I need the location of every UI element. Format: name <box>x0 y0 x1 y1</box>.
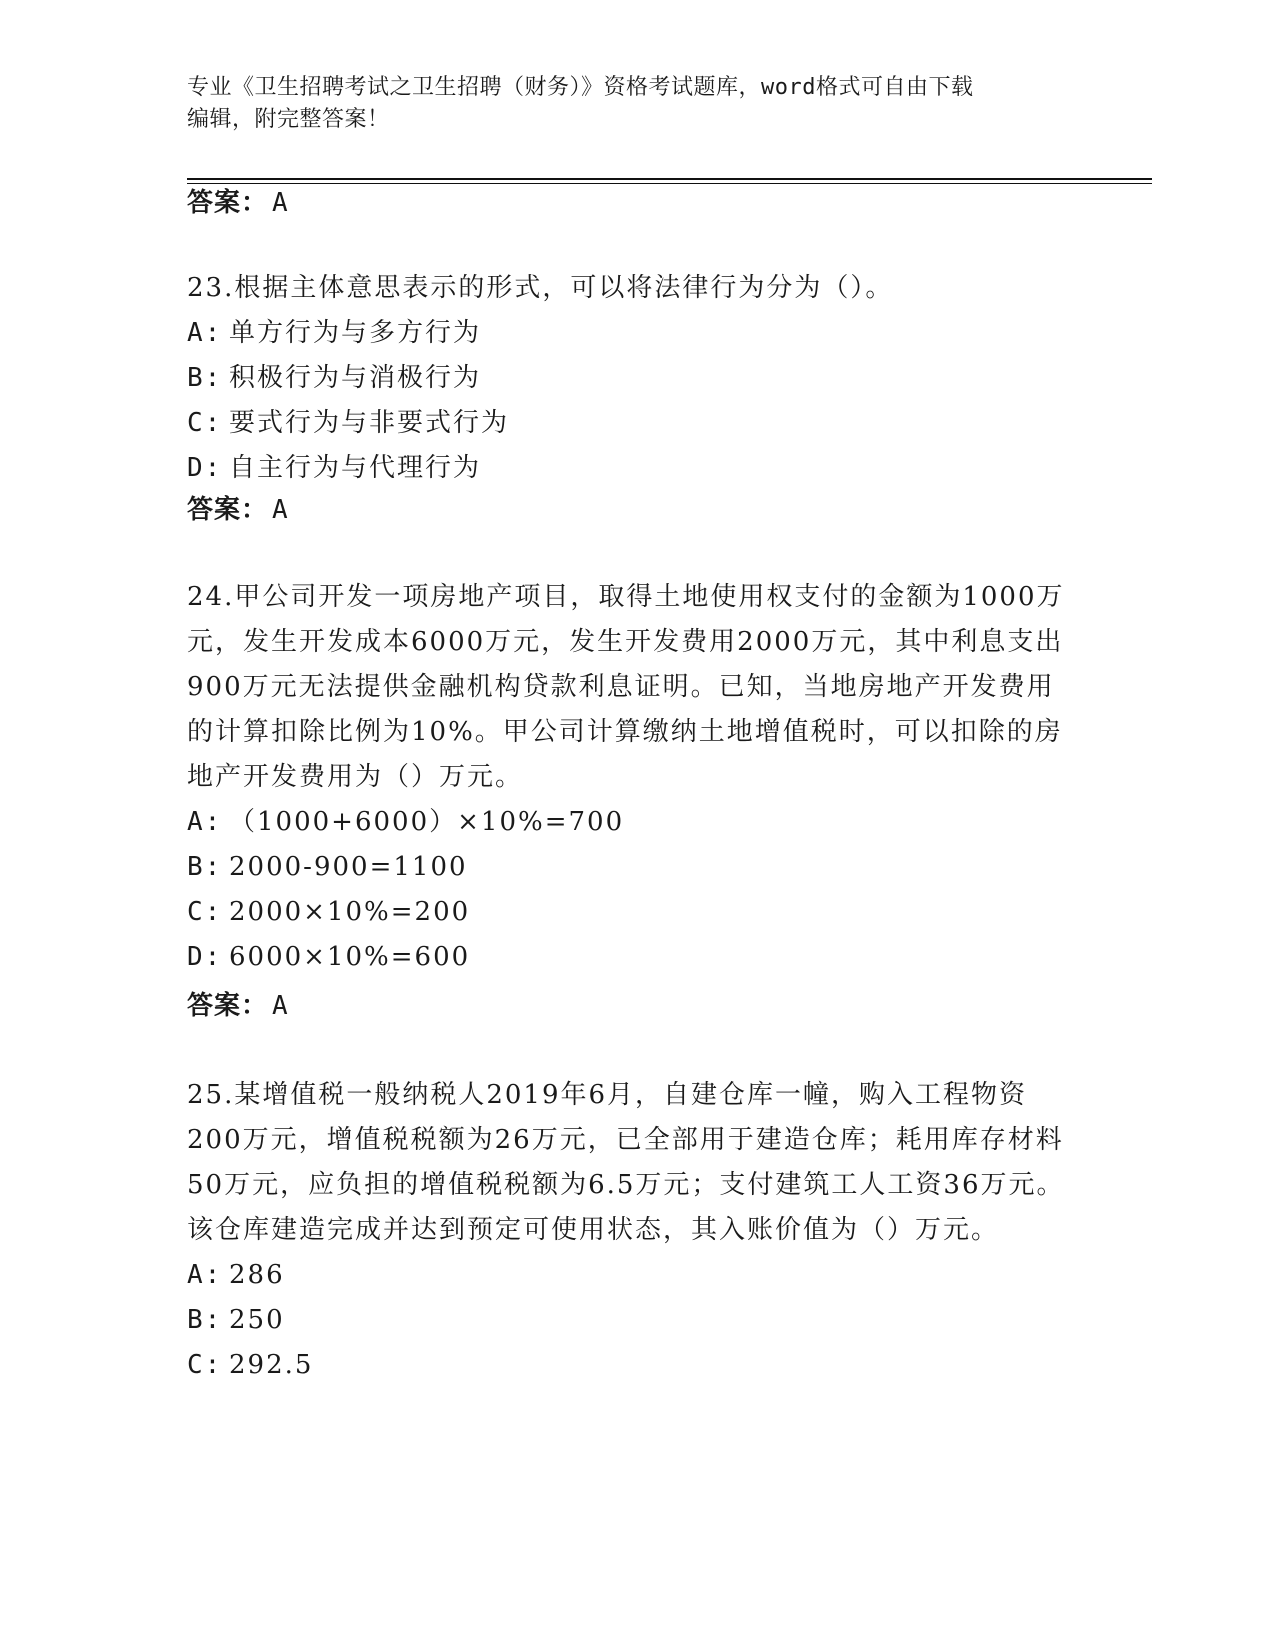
answer-label: 答案： <box>187 991 269 1021</box>
option-c <box>187 1343 1077 1388</box>
option-key: B: <box>187 1305 223 1335</box>
option-key: D: <box>187 453 223 483</box>
header-divider-thin <box>187 183 1152 184</box>
option-key: A: <box>187 1260 223 1290</box>
option-key: A: <box>187 318 223 348</box>
option-text: （1000+6000）×10%=700 <box>229 807 625 837</box>
question-23 <box>187 266 1077 491</box>
option-text: 积极行为与消极行为 <box>229 363 482 393</box>
option-text: 250 <box>229 1305 285 1335</box>
option-text: 自主行为与代理行为 <box>229 453 482 483</box>
option-a <box>187 800 1077 845</box>
option-c <box>187 401 1077 446</box>
option-key: A: <box>187 807 223 837</box>
question-text: 23.根据主体意思表示的形式，可以将法律行为分为（）。 <box>187 273 894 303</box>
option-key: C: <box>187 1350 223 1380</box>
answer-23 <box>187 492 289 528</box>
answer-label: 答案： <box>187 495 269 525</box>
option-key: C: <box>187 897 223 927</box>
answer-24 <box>187 988 289 1024</box>
option-d <box>187 446 1077 491</box>
option-key: D: <box>187 942 223 972</box>
option-d <box>187 935 1077 980</box>
option-text: 292.5 <box>229 1350 314 1380</box>
option-text: 要式行为与非要式行为 <box>229 408 510 438</box>
option-b <box>187 356 1077 401</box>
option-key: C: <box>187 408 223 438</box>
option-b <box>187 1298 1077 1343</box>
previous-answer <box>187 185 289 221</box>
option-a <box>187 1253 1077 1298</box>
answer-value: A <box>272 188 289 218</box>
question-text: 25.某增值税一般纳税人2019年6月，自建仓库一幢，购入工程物资200万元，增值税税额为26万元，已全部用于建造仓库；耗用库存材料50万元，应负担的增值税税额为6.5万元；支付建筑工人工资36万元。该仓库建造完成并达到预定可使用状态，其入账价值为（）万元。 <box>187 1080 1065 1245</box>
option-key: B: <box>187 363 223 393</box>
option-text: 286 <box>229 1260 285 1290</box>
answer-value: A <box>272 991 289 1021</box>
header-divider-thick <box>187 178 1152 180</box>
option-c <box>187 890 1077 935</box>
option-a <box>187 311 1077 356</box>
option-text: 6000×10%=600 <box>229 942 471 972</box>
answer-label: 答案： <box>187 188 269 218</box>
option-key: B: <box>187 852 223 882</box>
question-text: 24.甲公司开发一项房地产项目，取得土地使用权支付的金额为1000万元，发生开发成本6000万元，发生开发费用2000万元，其中利息支出900万元无法提供金融机构贷款利息证明。已知，当地房地产开发费用的计算扣除比例为10%。甲公司计算缴纳土地增值税时，可以扣除的房地产开发费用为（）万元。 <box>187 582 1065 792</box>
header-line-1: 专业《卫生招聘考试之卫生招聘（财务）》资格考试题库，word格式可自由下载 <box>187 75 974 100</box>
option-text: 单方行为与多方行为 <box>229 318 482 348</box>
document-header <box>187 72 1087 136</box>
answer-value: A <box>272 495 289 525</box>
header-line-2: 编辑，附完整答案！ <box>187 107 390 132</box>
question-24 <box>187 575 1077 980</box>
option-text: 2000-900=1100 <box>229 852 468 882</box>
question-25 <box>187 1073 1077 1388</box>
option-b <box>187 845 1077 890</box>
option-text: 2000×10%=200 <box>229 897 471 927</box>
